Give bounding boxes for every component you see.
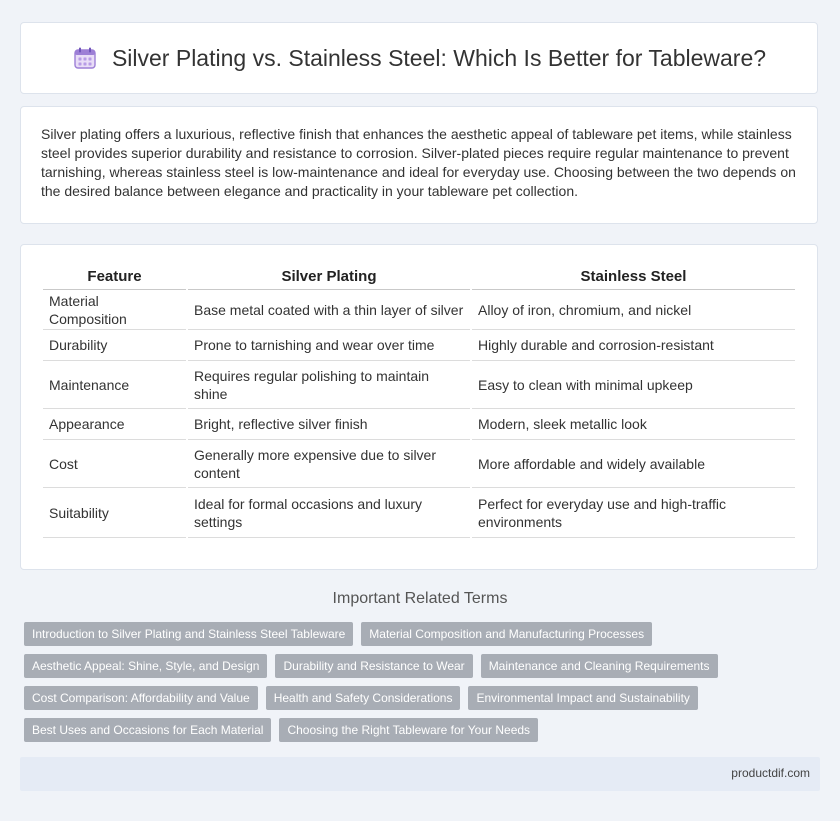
cell-feature: Cost bbox=[43, 440, 186, 488]
related-term-tag[interactable]: Best Uses and Occasions for Each Material bbox=[24, 718, 271, 742]
tag-row bbox=[24, 622, 824, 646]
cell-silver: Generally more expensive due to silver content bbox=[188, 440, 470, 488]
cell-steel: Easy to clean with minimal upkeep bbox=[472, 361, 795, 409]
related-term-tag[interactable]: Maintenance and Cleaning Requirements bbox=[481, 654, 718, 678]
cell-silver: Prone to tarnishing and wear over time bbox=[188, 330, 470, 361]
table-row bbox=[43, 440, 795, 488]
related-terms-list bbox=[24, 622, 824, 750]
intro-section bbox=[20, 106, 818, 224]
cell-steel: Perfect for everyday use and high-traffic environments bbox=[472, 488, 795, 538]
table-row bbox=[43, 361, 795, 409]
comparison-table bbox=[41, 259, 797, 538]
footer-site-link[interactable]: productdif.com bbox=[731, 766, 810, 780]
footer bbox=[20, 757, 820, 791]
related-term-tag[interactable]: Material Composition and Manufacturing Processes bbox=[361, 622, 652, 646]
cell-steel: Highly durable and corrosion-resistant bbox=[472, 330, 795, 361]
cell-silver: Requires regular polishing to maintain shine bbox=[188, 361, 470, 409]
cell-feature: Appearance bbox=[43, 409, 186, 440]
related-term-tag[interactable]: Choosing the Right Tableware for Your Needs bbox=[279, 718, 538, 742]
cell-steel: More affordable and widely available bbox=[472, 440, 795, 488]
related-terms-title: Important Related Terms bbox=[332, 590, 508, 607]
table-row bbox=[43, 488, 795, 538]
cell-silver: Ideal for formal occasions and luxury settings bbox=[188, 488, 470, 538]
tag-row bbox=[24, 718, 824, 742]
calendar-icon bbox=[72, 45, 98, 71]
header-stainless-steel: Stainless Steel bbox=[472, 259, 795, 290]
cell-feature: Suitability bbox=[43, 488, 186, 538]
related-term-tag[interactable]: Health and Safety Considerations bbox=[266, 686, 461, 710]
related-term-tag[interactable]: Environmental Impact and Sustainability bbox=[468, 686, 697, 710]
table-header-row bbox=[43, 259, 795, 290]
related-term-tag[interactable]: Durability and Resistance to Wear bbox=[275, 654, 472, 678]
table-row bbox=[43, 409, 795, 440]
tag-row bbox=[24, 654, 824, 678]
cell-feature: Durability bbox=[43, 330, 186, 361]
cell-feature: Material Composition bbox=[43, 290, 186, 330]
comparison-table-card bbox=[20, 244, 818, 570]
cell-silver: Bright, reflective silver finish bbox=[188, 409, 470, 440]
related-term-tag[interactable]: Cost Comparison: Affordability and Value bbox=[24, 686, 258, 710]
header-feature: Feature bbox=[43, 259, 186, 290]
table-row bbox=[43, 290, 795, 330]
cell-silver: Base metal coated with a thin layer of silver bbox=[188, 290, 470, 330]
tag-row bbox=[24, 686, 824, 710]
cell-steel: Alloy of iron, chromium, and nickel bbox=[472, 290, 795, 330]
related-term-tag[interactable]: Introduction to Silver Plating and Stainless Steel Tableware bbox=[24, 622, 353, 646]
page-title: Silver Plating vs. Stainless Steel: Which Is Better for Tableware? bbox=[111, 44, 767, 71]
related-term-tag[interactable]: Aesthetic Appeal: Shine, Style, and Design bbox=[24, 654, 267, 678]
table-row bbox=[43, 330, 795, 361]
intro-text: Silver plating offers a luxurious, reflective finish that enhances the aesthetic appeal of tableware pet items, while stainless steel provides superior durability and resistance to corrosion. Silver-plated pieces require regular maintenance to prevent tarnishing, whereas stainless steel is low-maintenance and ideal for everyday use. Choosing between the two depends on the desired balance between elegance and practicality in your tableware pet collection. bbox=[41, 126, 796, 199]
cell-feature: Maintenance bbox=[43, 361, 186, 409]
page-header bbox=[20, 22, 818, 94]
header-silver-plating: Silver Plating bbox=[188, 259, 470, 290]
cell-steel: Modern, sleek metallic look bbox=[472, 409, 795, 440]
